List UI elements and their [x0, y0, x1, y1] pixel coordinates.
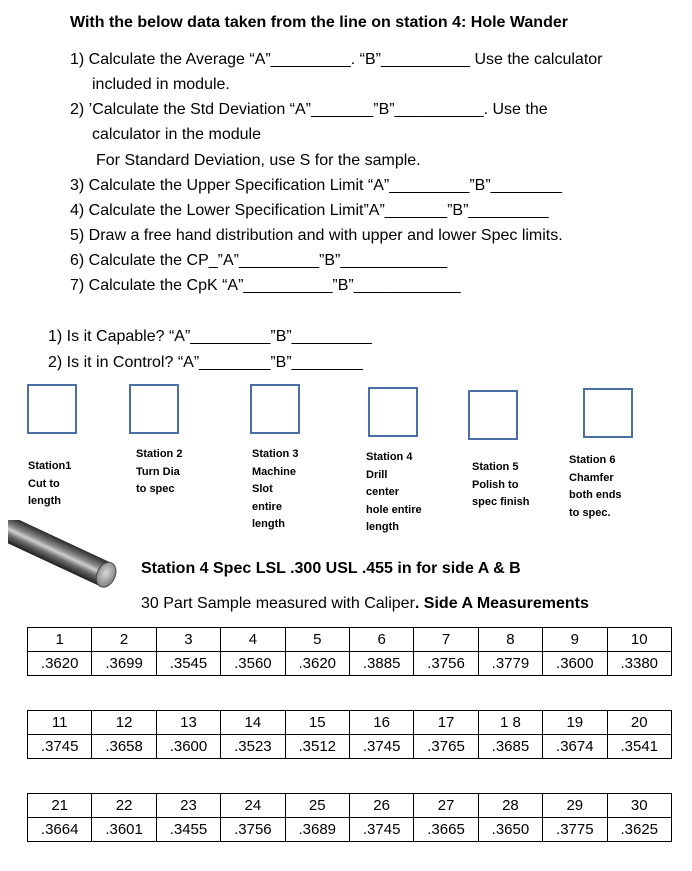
- question-7: 7) Calculate the CpK “A”__________”B”____________: [70, 277, 461, 294]
- header-cell: 1: [28, 628, 92, 652]
- header-cell: 23: [156, 794, 220, 818]
- header-cell: 24: [221, 794, 285, 818]
- value-cell: .3885: [349, 652, 413, 676]
- header-cell: 19: [543, 711, 607, 735]
- station-3-label: Station 3 Machine Slot entire length: [252, 448, 299, 530]
- table-header-row: [28, 628, 672, 652]
- measurement-table-1: [27, 627, 672, 676]
- value-cell: .3779: [478, 652, 542, 676]
- table-value-row: [28, 818, 672, 842]
- table-header-row: [28, 794, 672, 818]
- question-6: 6) Calculate the CP_”A”_________”B”____________: [70, 252, 448, 269]
- value-cell: .3545: [156, 652, 220, 676]
- value-cell: .3665: [414, 818, 478, 842]
- value-cell: .3523: [221, 735, 285, 759]
- header-cell: 28: [478, 794, 542, 818]
- value-cell: .3745: [349, 818, 413, 842]
- value-cell: .3745: [28, 735, 92, 759]
- value-cell: .3380: [607, 652, 671, 676]
- value-cell: .3765: [414, 735, 478, 759]
- page-title: With the below data taken from the line on station 4: Hole Wander: [70, 14, 568, 31]
- control-question: 2) Is it in Control? “A”________”B”________: [48, 354, 363, 371]
- question-4: 4) Calculate the Lower Specification Limit”A”_______”B”_________: [70, 202, 549, 219]
- sample-description: [141, 595, 589, 613]
- header-cell: 8: [478, 628, 542, 652]
- measurement-table-2: [27, 710, 672, 759]
- question-3: 3) Calculate the Upper Specification Limit “A”_________”B”________: [70, 177, 562, 194]
- value-cell: .3625: [607, 818, 671, 842]
- spec-heading: Station 4 Spec LSL .300 USL .455 in for side A & B: [141, 560, 521, 577]
- side-a-label: . Side A Measurements: [414, 595, 589, 612]
- value-cell: .3756: [221, 818, 285, 842]
- header-cell: 11: [28, 711, 92, 735]
- header-cell: 15: [285, 711, 349, 735]
- station-4-box: [368, 387, 418, 437]
- header-cell: 30: [607, 794, 671, 818]
- value-cell: .3674: [543, 735, 607, 759]
- header-cell: 21: [28, 794, 92, 818]
- header-cell: 25: [285, 794, 349, 818]
- value-cell: .3620: [28, 652, 92, 676]
- table-value-row: [28, 652, 672, 676]
- value-cell: .3745: [349, 735, 413, 759]
- station-5-box: [468, 390, 518, 440]
- question-2: 2) ’Calculate the Std Deviation “A”_______”B”__________. Use the: [70, 101, 548, 118]
- header-cell: 6: [349, 628, 413, 652]
- question-2-cont: calculator in the module: [92, 126, 261, 143]
- header-cell: 2: [92, 628, 156, 652]
- table-value-row: [28, 735, 672, 759]
- station-3-box: [250, 384, 300, 434]
- station-2-label: Station 2 Turn Dia to spec: [136, 448, 183, 495]
- value-cell: .3658: [92, 735, 156, 759]
- header-cell: 5: [285, 628, 349, 652]
- value-cell: .3455: [156, 818, 220, 842]
- value-cell: .3664: [28, 818, 92, 842]
- header-cell: 7: [414, 628, 478, 652]
- value-cell: .3560: [221, 652, 285, 676]
- station-6-box: [583, 388, 633, 438]
- measurement-table-3: [27, 793, 672, 842]
- std-dev-note: For Standard Deviation, use S for the sample.: [96, 152, 421, 169]
- question-1-cont: included in module.: [92, 76, 230, 93]
- question-1: 1) Calculate the Average “A”_________. “B”__________ Use the calculator: [70, 51, 603, 68]
- header-cell: 4: [221, 628, 285, 652]
- value-cell: .3620: [285, 652, 349, 676]
- header-cell: 12: [92, 711, 156, 735]
- value-cell: .3512: [285, 735, 349, 759]
- question-5: 5) Draw a free hand distribution and with upper and lower Spec limits.: [70, 227, 563, 244]
- header-cell: 20: [607, 711, 671, 735]
- value-cell: .3601: [92, 818, 156, 842]
- capable-question: 1) Is it Capable? “A”_________”B”_________: [48, 328, 372, 345]
- header-cell: 9: [543, 628, 607, 652]
- header-cell: 13: [156, 711, 220, 735]
- station-1-label: Station1 Cut to length: [28, 460, 72, 507]
- value-cell: .3756: [414, 652, 478, 676]
- station-5-label: Station 5 Polish to spec finish: [472, 461, 530, 508]
- header-cell: 26: [349, 794, 413, 818]
- header-cell: 1 8: [478, 711, 542, 735]
- header-cell: 16: [349, 711, 413, 735]
- table-header-row: [28, 711, 672, 735]
- value-cell: .3541: [607, 735, 671, 759]
- station-2-box: [129, 384, 179, 434]
- header-cell: 3: [156, 628, 220, 652]
- header-cell: 29: [543, 794, 607, 818]
- value-cell: .3689: [285, 818, 349, 842]
- value-cell: .3775: [543, 818, 607, 842]
- header-cell: 14: [221, 711, 285, 735]
- steel-rod-image: [8, 520, 128, 595]
- header-cell: 22: [92, 794, 156, 818]
- value-cell: .3650: [478, 818, 542, 842]
- value-cell: .3600: [156, 735, 220, 759]
- sample-text: 30 Part Sample measured with Caliper: [141, 595, 415, 612]
- station-6-label: Station 6 Chamfer both ends to spec.: [569, 454, 622, 519]
- header-cell: 17: [414, 711, 478, 735]
- station-4-label: Station 4 Drill center hole entire length: [366, 451, 422, 533]
- value-cell: .3685: [478, 735, 542, 759]
- value-cell: .3600: [543, 652, 607, 676]
- station-1-box: [27, 384, 77, 434]
- header-cell: 27: [414, 794, 478, 818]
- header-cell: 10: [607, 628, 671, 652]
- value-cell: .3699: [92, 652, 156, 676]
